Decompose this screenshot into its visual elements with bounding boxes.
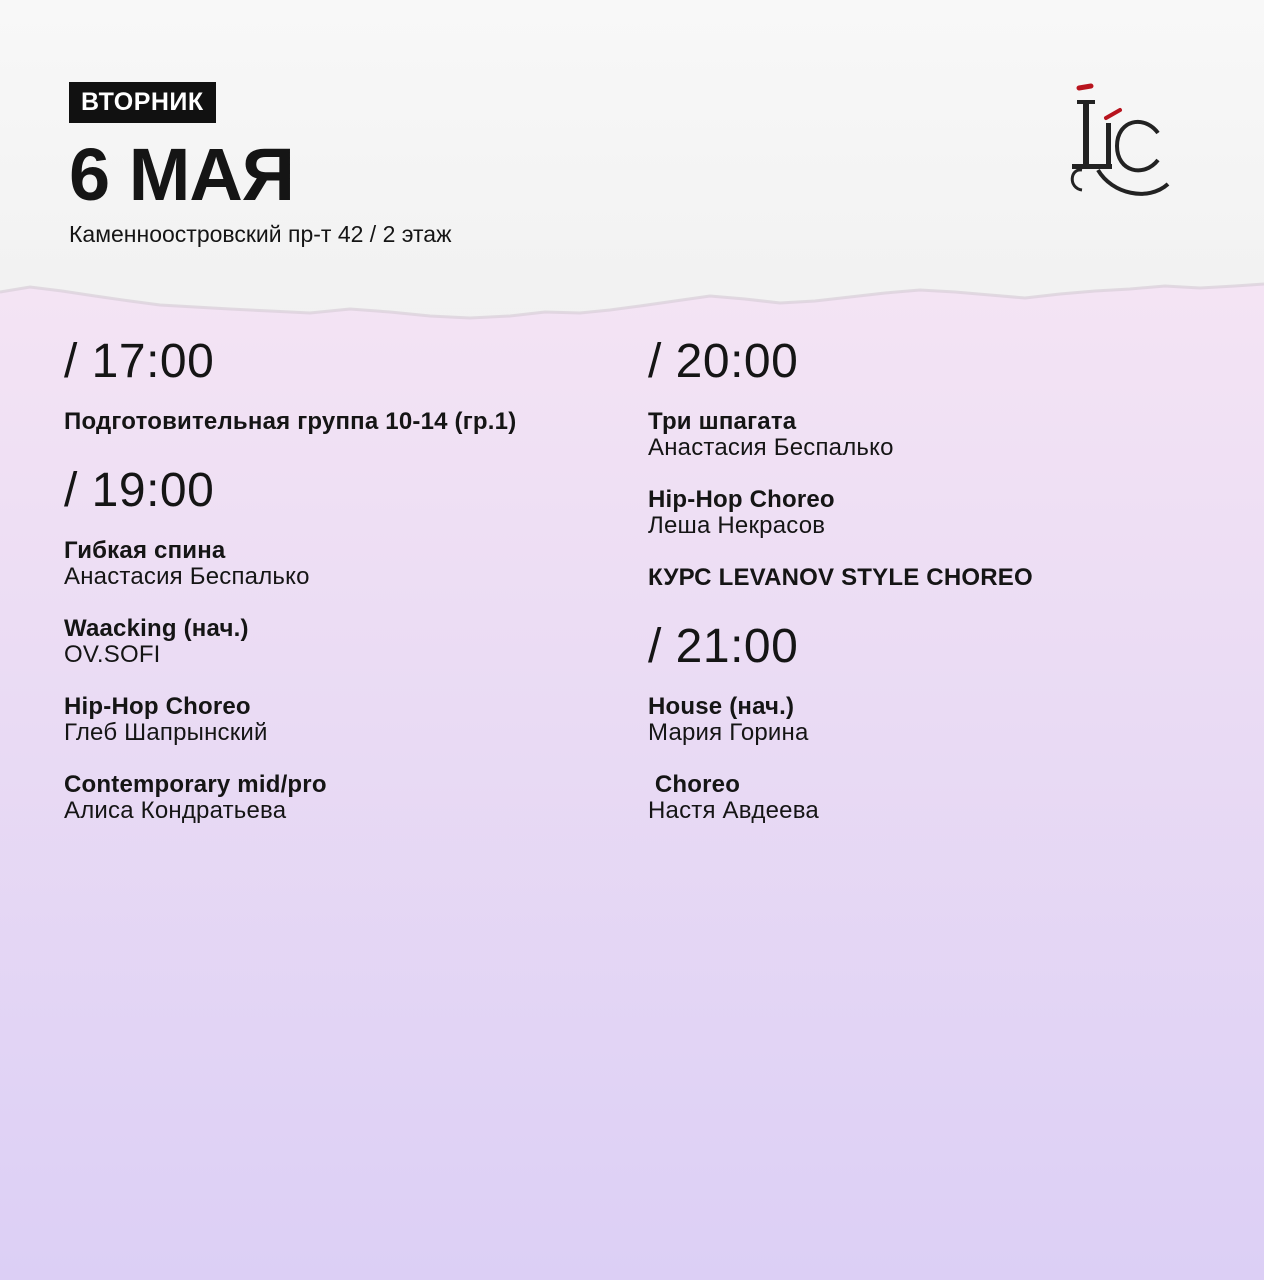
class-name: Три шпагата: [648, 408, 797, 435]
class-item: [64, 538, 624, 590]
class-name: Гибкая спина: [64, 537, 226, 564]
time-slot-2100: [648, 617, 1218, 824]
class-item: [64, 616, 624, 668]
class-name: КУРС LEVANOV STYLE CHOREO: [648, 564, 1033, 591]
slot-time: / 21:00: [648, 620, 799, 673]
class-teacher: Глеб Шапрынский: [64, 719, 268, 746]
class-name: Hip-Hop Choreo: [648, 486, 835, 513]
class-item: [64, 409, 624, 435]
class-teacher: Анастасия Беспалько: [64, 563, 310, 590]
schedule-left-column: [64, 332, 624, 850]
time-slot-2000: [648, 332, 1218, 591]
class-teacher: Анастасия Беспалько: [648, 434, 894, 461]
slot-time: / 20:00: [648, 335, 799, 388]
class-name: Contemporary mid/pro: [64, 771, 327, 798]
class-teacher: Мария Горина: [648, 719, 809, 746]
day-badge: ВТОРНИК: [69, 82, 216, 123]
idc-logo-icon: [1062, 78, 1174, 204]
class-item: [648, 772, 1218, 824]
class-name: House (нач.): [648, 693, 795, 720]
class-name: Choreo: [648, 771, 741, 798]
class-item: [648, 565, 1218, 591]
class-item: [648, 487, 1218, 539]
schedule-right-column: [648, 332, 1218, 850]
class-teacher: OV.SOFI: [64, 641, 161, 668]
time-slot-1900: [64, 461, 624, 824]
class-teacher: Алиса Кондратьева: [64, 797, 287, 824]
class-teacher: Настя Авдеева: [648, 797, 819, 824]
address-text: Каменноостровский пр-т 42 / 2 этаж: [69, 221, 452, 247]
class-item: [648, 694, 1218, 746]
slot-time: / 17:00: [64, 335, 215, 388]
page-title: 6 МАЯ: [69, 133, 294, 216]
slot-time: / 19:00: [64, 464, 215, 517]
class-name: Подготовительная группа 10-14 (гр.1): [64, 408, 517, 435]
class-name: Hip-Hop Choreo: [64, 693, 251, 720]
class-item: [64, 772, 624, 824]
class-item: [64, 694, 624, 746]
time-slot-1700: [64, 332, 624, 435]
class-name: Waacking (нач.): [64, 615, 249, 642]
class-item: [648, 409, 1218, 461]
class-teacher: Леша Некрасов: [648, 512, 826, 539]
